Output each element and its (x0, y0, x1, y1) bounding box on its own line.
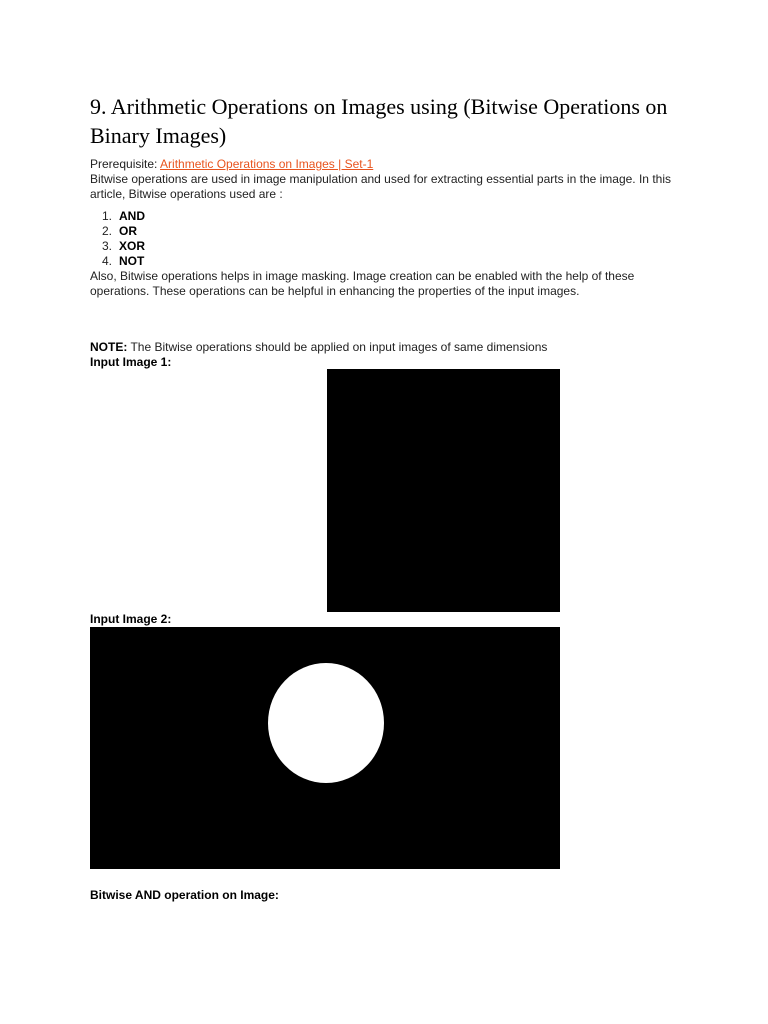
white-circle (268, 663, 384, 783)
note-label: NOTE: (90, 340, 128, 354)
list-item-label: OR (119, 224, 137, 238)
list-item-number: 2. (101, 224, 112, 238)
list-item (90, 254, 145, 269)
list-item-label: NOT (119, 254, 145, 268)
note-line (90, 340, 690, 355)
input-image-2 (90, 627, 560, 869)
intro-paragraph: Bitwise operations are used in image manipulation and used for extracting essential parts in the image. In this article, Bitwise operations used are : (90, 172, 671, 201)
list-item-label: AND (119, 209, 145, 223)
masking-paragraph: Also, Bitwise operations helps in image masking. Image creation can be enabled with the help of these operations. These operations can be helpful in enhancing the properties of the input images. (90, 269, 635, 298)
input-image-2-label: Input Image 2: (90, 612, 172, 626)
page-title: 9. Arithmetic Operations on Images using (Bitwise Operations on Binary Images) (90, 94, 668, 148)
and-operation-label: Bitwise AND operation on Image: (90, 888, 279, 902)
list-item-number: 1. (101, 209, 112, 223)
list-item (90, 224, 145, 239)
list-item (90, 239, 145, 254)
note-text: The Bitwise operations should be applied on input images of same dimensions (127, 340, 548, 354)
list-item-label: XOR (119, 239, 146, 253)
input-image-1 (327, 369, 560, 612)
input-image-1-label: Input Image 1: (90, 355, 172, 369)
operations-list (90, 209, 145, 269)
prerequisite-link[interactable]: Arithmetic Operations on Images | Set-1 (160, 157, 374, 171)
list-item (90, 209, 145, 224)
list-item-number: 3. (101, 239, 112, 253)
prerequisite-line (90, 157, 690, 172)
prerequisite-label: Prerequisite: (90, 157, 161, 171)
list-item-number: 4. (101, 254, 112, 268)
